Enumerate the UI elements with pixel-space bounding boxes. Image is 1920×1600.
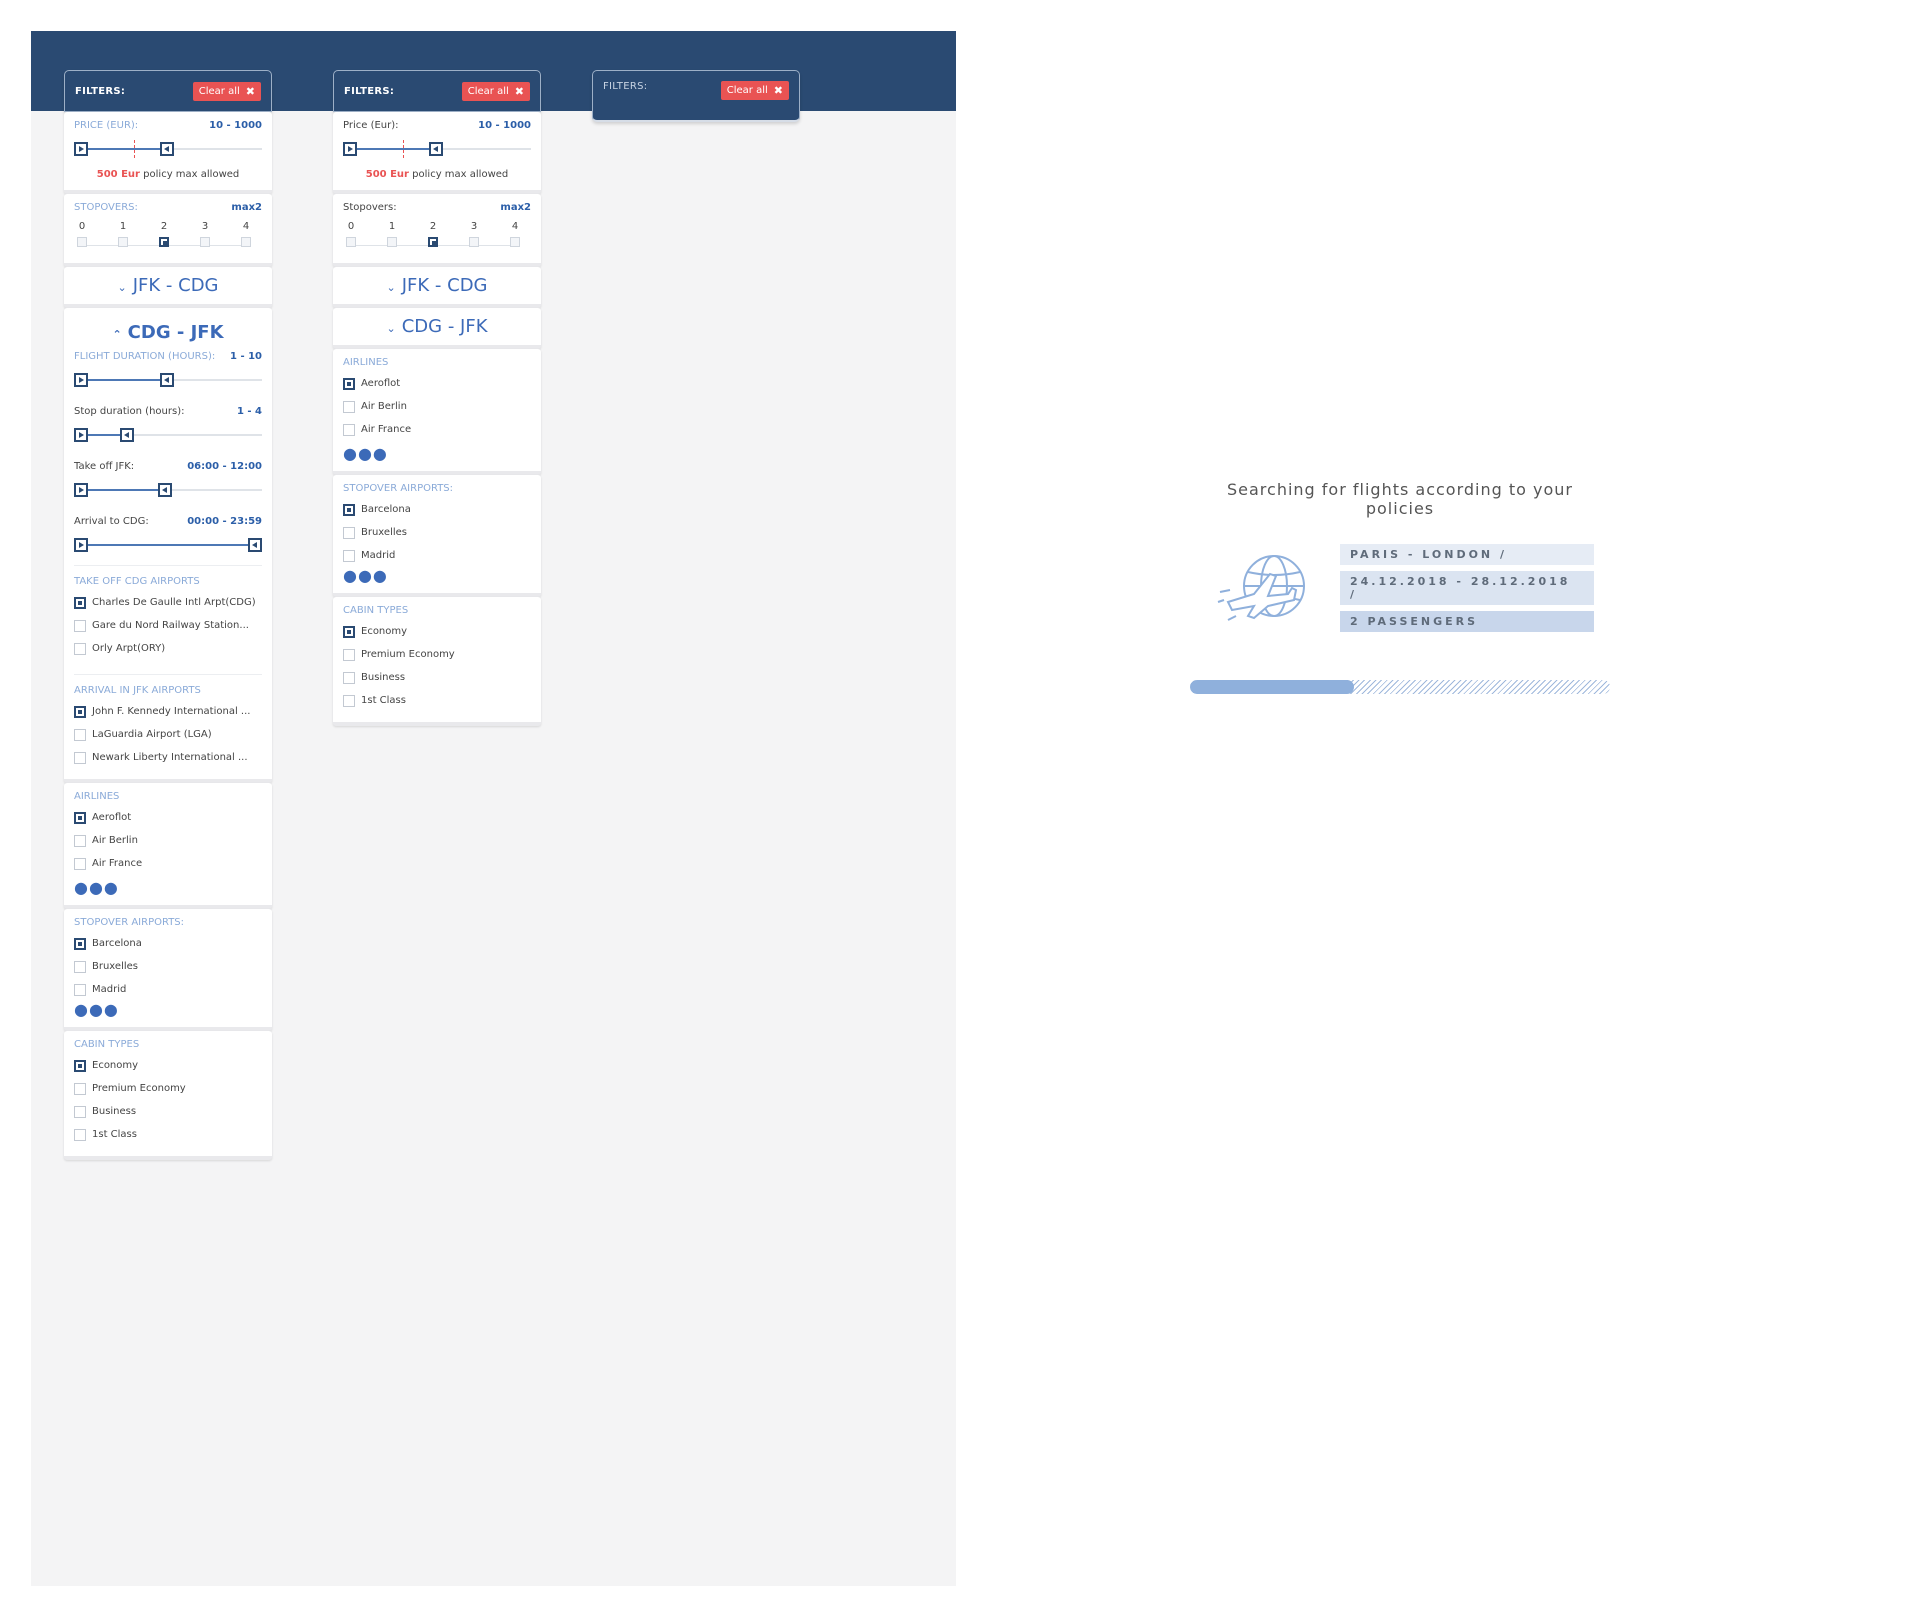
price-label: PRICE (EUR): — [74, 120, 139, 131]
checkbox-item[interactable] — [343, 498, 531, 521]
stop-label: 3 — [201, 221, 209, 232]
slider-fill — [84, 489, 168, 491]
checkbox-label: 1st Class — [92, 1129, 137, 1140]
checkbox[interactable] — [343, 550, 355, 562]
checkbox[interactable] — [74, 835, 86, 847]
checkbox-label: Newark Liberty International ... — [92, 752, 248, 763]
stopover-airports-title: STOPOVER AIRPORTS: — [343, 483, 454, 494]
arrival-airports-title: ARRIVAL IN JFK AIRPORTS — [74, 685, 201, 696]
slider-handle-max[interactable] — [429, 142, 443, 156]
price-value: 10 - 1000 — [209, 120, 262, 131]
search-title: Searching for flights according to your policies — [1227, 480, 1573, 518]
stopovers-value: max2 — [231, 202, 262, 213]
checkbox-label: Gare du Nord Railway Station... — [92, 620, 249, 631]
price-label: Price (Eur): — [343, 120, 399, 131]
stop-option[interactable] — [156, 221, 172, 247]
chevron-down-icon: ⌄ — [117, 281, 127, 294]
policy-text: policy max allowed — [140, 169, 240, 180]
route-label: CDG - JFK — [401, 316, 488, 337]
divider — [74, 674, 262, 675]
stop-option[interactable] — [238, 221, 254, 247]
slider-handle-min[interactable] — [74, 483, 88, 497]
checkbox-item[interactable] — [74, 932, 262, 955]
stop-option[interactable] — [343, 221, 359, 247]
stop-label: 2 — [160, 221, 168, 232]
flight-duration-label: FLIGHT DURATION (HOURS): — [74, 351, 216, 362]
route-label: JFK - CDG — [132, 275, 219, 296]
stop-option[interactable] — [425, 221, 441, 247]
checkbox-label: Bruxelles — [361, 527, 407, 538]
arrival-value: 00:00 - 23:59 — [187, 516, 262, 527]
slider-handle-max[interactable] — [160, 373, 174, 387]
search-route: PARIS - LONDON / — [1340, 544, 1594, 565]
checkbox[interactable] — [74, 984, 86, 996]
search-dates: 24.12.2018 - 28.12.2018 / — [1340, 571, 1594, 605]
checkbox[interactable] — [74, 729, 86, 741]
route-toggle-cdg-jfk[interactable] — [74, 316, 262, 351]
checkbox[interactable] — [74, 597, 86, 609]
filters-panel-expanded — [64, 70, 272, 1160]
flight-duration-value: 1 - 10 — [230, 351, 262, 362]
airlines-filter — [333, 349, 541, 475]
checkbox-label: Air Berlin — [92, 835, 138, 846]
checkbox-item[interactable] — [74, 723, 262, 746]
checkbox[interactable] — [343, 672, 355, 684]
checkbox[interactable] — [74, 1060, 86, 1072]
checkbox-item[interactable] — [74, 746, 262, 769]
policy-amount: 500 Eur — [96, 169, 140, 180]
arrival-slider[interactable] — [74, 535, 262, 555]
airlines-title: AIRLINES — [74, 791, 120, 802]
slider-handle-min[interactable] — [74, 538, 88, 552]
stop-box — [77, 237, 87, 247]
clear-all-button[interactable] — [721, 81, 789, 100]
route-toggle-jfk-cdg[interactable] — [64, 267, 272, 308]
clear-all-label: Clear all — [198, 85, 240, 97]
price-slider[interactable] — [74, 139, 262, 159]
checkbox-label: Charles De Gaulle Intl Arpt(CDG) — [92, 597, 256, 608]
filters-header[interactable] — [592, 70, 800, 122]
checkbox[interactable] — [343, 424, 355, 436]
stop-box — [428, 237, 438, 247]
search-passengers: 2 PASSENGERS — [1340, 611, 1594, 632]
slider-handle-min[interactable] — [343, 142, 357, 156]
close-icon: ✖ — [773, 84, 783, 97]
checkbox[interactable] — [74, 858, 86, 870]
policy-note — [74, 169, 262, 180]
takeoff-value: 06:00 - 12:00 — [187, 461, 262, 472]
checkbox-item[interactable] — [74, 637, 262, 660]
policy-amount: 500 Eur — [365, 169, 409, 180]
stopovers-selector — [74, 221, 262, 253]
checkbox-item[interactable] — [343, 689, 531, 712]
checkbox-label: Premium Economy — [361, 649, 455, 660]
checkbox-label: Madrid — [361, 550, 396, 561]
filters-label: FILTERS: — [75, 85, 126, 97]
divider — [74, 565, 262, 566]
checkbox-label: Premium Economy — [92, 1083, 186, 1094]
search-loading — [1190, 480, 1610, 694]
checkbox[interactable] — [343, 401, 355, 413]
checkbox-item[interactable] — [343, 372, 531, 395]
checkbox-label: John F. Kennedy International ... — [92, 706, 251, 717]
checkbox-label: Madrid — [92, 984, 127, 995]
stop-label: 1 — [388, 221, 396, 232]
checkbox[interactable] — [74, 752, 86, 764]
checkbox-label: Barcelona — [361, 504, 411, 515]
flight-duration-slider[interactable] — [74, 370, 262, 390]
checkbox-item[interactable] — [343, 544, 531, 567]
checkbox[interactable] — [74, 1083, 86, 1095]
search-progress-bar — [1190, 680, 1610, 694]
stopover-airports-filter — [64, 909, 272, 1031]
arrival-label: Arrival to CDG: — [74, 516, 149, 527]
checkbox[interactable] — [343, 527, 355, 539]
slider-handle-min[interactable] — [74, 373, 88, 387]
airlines-title: AIRLINES — [343, 357, 389, 368]
stop-option[interactable] — [74, 221, 90, 247]
checkbox-item[interactable] — [343, 395, 531, 418]
checkbox-item[interactable] — [74, 591, 262, 614]
checkbox-label: Business — [92, 1106, 137, 1117]
takeoff-slider[interactable] — [74, 480, 262, 500]
stop-label: 0 — [347, 221, 355, 232]
filters-panel-minimized — [592, 70, 800, 122]
checkbox-label: Air Berlin — [361, 401, 407, 412]
chevron-down-icon: ⌄ — [386, 281, 396, 294]
route-label: CDG - JFK — [127, 322, 224, 343]
checkbox-item[interactable] — [343, 666, 531, 689]
checkbox[interactable] — [343, 378, 355, 390]
checkbox-item[interactable] — [74, 829, 262, 852]
checkbox-item[interactable] — [74, 955, 262, 978]
checkbox-item[interactable] — [343, 521, 531, 544]
slider-handle-max[interactable] — [158, 483, 172, 497]
filters-panel-collapsed — [333, 70, 541, 726]
checkbox-label: Economy — [361, 626, 408, 637]
route-label: JFK - CDG — [401, 275, 488, 296]
more-dots-icon[interactable]: ●●● — [74, 1000, 119, 1019]
stop-label: 2 — [429, 221, 437, 232]
slider-handle-min[interactable] — [74, 142, 88, 156]
stop-box — [510, 237, 520, 247]
search-summary — [1340, 544, 1594, 634]
slider-handle-max[interactable] — [160, 142, 174, 156]
price-slider[interactable] — [343, 139, 531, 159]
stopover-airports-title: STOPOVER AIRPORTS: — [74, 917, 185, 928]
checkbox-label: Air France — [361, 424, 412, 435]
more-dots-icon[interactable]: ●●● — [343, 566, 388, 585]
stop-duration-slider[interactable] — [74, 425, 262, 445]
checkbox-item[interactable] — [74, 806, 262, 829]
checkbox-item[interactable] — [74, 614, 262, 637]
filters-header — [64, 70, 272, 112]
route-toggle-cdg-jfk[interactable] — [333, 308, 541, 349]
stop-label: 1 — [119, 221, 127, 232]
checkbox-item[interactable] — [74, 1054, 262, 1077]
filters-label: FILTERS: — [344, 85, 395, 97]
checkbox-item[interactable] — [74, 1077, 262, 1100]
checkbox-label: Economy — [92, 1060, 139, 1071]
checkbox-item[interactable] — [343, 620, 531, 643]
slider-fill — [353, 148, 439, 150]
checkbox-item[interactable] — [74, 978, 262, 1001]
airlines-filter — [64, 783, 272, 909]
slider-handle-max[interactable] — [120, 428, 134, 442]
stop-label: 4 — [511, 221, 519, 232]
slider-handle-max[interactable] — [248, 538, 262, 552]
checkbox[interactable] — [343, 695, 355, 707]
close-icon: ✖ — [245, 84, 255, 98]
stop-duration-value: 1 - 4 — [236, 406, 262, 417]
stop-option[interactable] — [466, 221, 482, 247]
more-dots-icon[interactable]: ●●● — [343, 444, 388, 463]
stop-box — [118, 237, 128, 247]
checkbox-item[interactable] — [74, 1123, 262, 1146]
filters-header — [333, 70, 541, 112]
stop-box — [200, 237, 210, 247]
stopovers-filter — [333, 194, 541, 267]
stop-duration-label: Stop duration (hours): — [74, 406, 185, 417]
checkbox[interactable] — [343, 504, 355, 516]
chevron-down-icon: ⌄ — [386, 322, 396, 335]
checkbox[interactable] — [343, 626, 355, 638]
slider-fill — [84, 544, 256, 546]
clear-all-button[interactable] — [193, 82, 261, 101]
stop-label: 3 — [470, 221, 478, 232]
checkbox[interactable] — [74, 620, 86, 632]
stop-box — [159, 237, 169, 247]
checkbox[interactable] — [343, 649, 355, 661]
route-section-cdg-jfk — [64, 308, 272, 783]
price-filter — [333, 112, 541, 194]
stop-label: 4 — [242, 221, 250, 232]
checkbox-label: Orly Arpt(ORY) — [92, 643, 166, 654]
clear-all-label: Clear all — [467, 85, 509, 97]
globe-plane-icon — [1214, 544, 1324, 634]
chevron-up-icon: ⌃ — [112, 328, 122, 341]
progress-fill — [1190, 680, 1354, 694]
stop-box — [387, 237, 397, 247]
checkbox-item[interactable] — [74, 852, 262, 875]
checkbox-label: Aeroflot — [92, 812, 132, 823]
takeoff-airports-title: TAKE OFF CDG AIRPORTS — [74, 576, 200, 587]
checkbox[interactable] — [74, 938, 86, 950]
cabin-types-title: CABIN TYPES — [74, 1039, 140, 1050]
cabin-types-title: CABIN TYPES — [343, 605, 409, 616]
checkbox[interactable] — [74, 961, 86, 973]
stop-label: 0 — [78, 221, 86, 232]
stop-box — [469, 237, 479, 247]
checkbox-label: Bruxelles — [92, 961, 138, 972]
stop-option[interactable] — [197, 221, 213, 247]
stopovers-value: max2 — [500, 202, 531, 213]
more-dots-icon[interactable]: ●●● — [74, 878, 119, 897]
policy-marker — [134, 140, 135, 158]
slider-fill — [84, 379, 170, 381]
stop-option[interactable] — [507, 221, 523, 247]
cabin-types-filter — [64, 1031, 272, 1160]
clear-all-button[interactable] — [462, 82, 530, 101]
checkbox-label: Business — [361, 672, 406, 683]
slider-handle-min[interactable] — [74, 428, 88, 442]
checkbox-label: Aeroflot — [361, 378, 401, 389]
takeoff-label: Take off JFK: — [74, 461, 135, 472]
checkbox[interactable] — [74, 1129, 86, 1141]
price-value: 10 - 1000 — [478, 120, 531, 131]
filters-label: FILTERS: — [603, 81, 648, 92]
checkbox[interactable] — [74, 812, 86, 824]
clear-all-label: Clear all — [726, 85, 768, 96]
checkbox-item[interactable] — [343, 643, 531, 666]
stopovers-filter — [64, 194, 272, 267]
policy-marker — [403, 140, 404, 158]
stop-option[interactable] — [115, 221, 131, 247]
stopovers-label: Stopovers: — [343, 202, 397, 213]
price-filter — [64, 112, 272, 194]
checkbox[interactable] — [74, 1106, 86, 1118]
checkbox-label: LaGuardia Airport (LGA) — [92, 729, 212, 740]
stopovers-selector — [343, 221, 531, 253]
route-toggle-jfk-cdg[interactable] — [333, 267, 541, 308]
stop-box — [241, 237, 251, 247]
checkbox[interactable] — [74, 643, 86, 655]
policy-text: policy max allowed — [409, 169, 509, 180]
checkbox[interactable] — [74, 706, 86, 718]
close-icon: ✖ — [514, 84, 524, 98]
checkbox-label: Air France — [92, 858, 143, 869]
stopovers-label: STOPOVERS: — [74, 202, 138, 213]
checkbox-item[interactable] — [343, 418, 531, 441]
cabin-types-filter — [333, 597, 541, 726]
checkbox-item[interactable] — [74, 1100, 262, 1123]
checkbox-item[interactable] — [74, 700, 262, 723]
stop-box — [346, 237, 356, 247]
policy-note — [343, 169, 531, 180]
slider-fill — [84, 148, 170, 150]
stop-option[interactable] — [384, 221, 400, 247]
checkbox-label: 1st Class — [361, 695, 406, 706]
stopover-airports-filter — [333, 475, 541, 597]
checkbox-label: Barcelona — [92, 938, 142, 949]
